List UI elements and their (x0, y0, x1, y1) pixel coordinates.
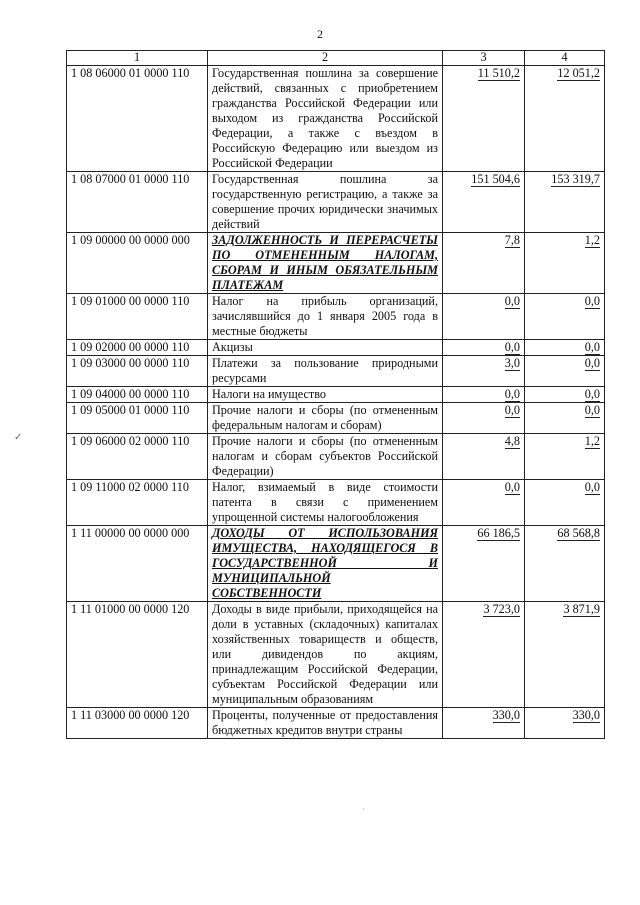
value-col-3 (443, 602, 525, 708)
value-col-3 (443, 294, 525, 340)
classification-code: 1 09 04000 00 0000 110 (67, 387, 208, 403)
amount-col-3: 0,0 (504, 294, 520, 308)
classification-code: 1 09 01000 00 0000 110 (67, 294, 208, 340)
table-row (67, 66, 605, 172)
amount-col-4: 1,2 (584, 434, 600, 448)
table-row (67, 387, 605, 403)
classification-code: 1 11 03000 00 0000 120 (67, 708, 208, 739)
amount-col-3: 4,8 (504, 434, 520, 448)
classification-code: 1 09 11000 02 0000 110 (67, 480, 208, 526)
amount-col-3: 330,0 (492, 708, 520, 722)
page-number: 2 (317, 27, 323, 41)
table-row (67, 708, 605, 739)
value-col-4 (525, 708, 605, 739)
table-row (67, 340, 605, 356)
income-name: Платежи за пользование природными ресурсами (208, 356, 443, 387)
amount-col-3: 0,0 (504, 480, 520, 494)
amount-col-3: 3 723,0 (483, 602, 520, 616)
classification-code: 1 11 00000 00 0000 000 (67, 526, 208, 602)
header-col-3: 3 (443, 51, 525, 66)
amount-col-3: 151 504,6 (471, 172, 520, 186)
value-col-4 (525, 66, 605, 172)
amount-col-4: 3 871,9 (563, 602, 600, 616)
value-col-3 (443, 356, 525, 387)
table-row (67, 403, 605, 434)
income-name: Налог, взимаемый в виде стоимости патента в связи с применением упрощенной системы налогообложения (208, 480, 443, 526)
table-row (67, 356, 605, 387)
value-col-4 (525, 294, 605, 340)
value-col-3 (443, 526, 525, 602)
income-name: Прочие налоги и сборы (по отмененным федеральным налогам и сборам) (208, 403, 443, 434)
value-col-4 (525, 480, 605, 526)
value-col-4 (525, 602, 605, 708)
classification-code: 1 09 05000 01 0000 110 (67, 403, 208, 434)
classification-code: 1 08 06000 01 0000 110 (67, 66, 208, 172)
classification-code: 1 09 06000 02 0000 110 (67, 434, 208, 480)
value-col-3 (443, 434, 525, 480)
amount-col-4: 0,0 (584, 387, 600, 401)
classification-code: 1 08 07000 01 0000 110 (67, 172, 208, 233)
header-col-2: 2 (208, 51, 443, 66)
amount-col-3: 0,0 (504, 340, 520, 354)
budget-table (66, 50, 605, 739)
table-row (67, 294, 605, 340)
amount-col-4: 153 319,7 (551, 172, 600, 186)
amount-col-4: 68 568,8 (557, 526, 600, 540)
income-name: Акцизы (208, 340, 443, 356)
value-col-3 (443, 403, 525, 434)
income-name: Государственная пошлина за государственную регистрацию, а также за совершение прочих юридически значимых действий (208, 172, 443, 233)
amount-col-4: 0,0 (584, 340, 600, 354)
table-row (67, 480, 605, 526)
income-name: Доходы в виде прибыли, приходящейся на доли в уставных (складочных) капиталах хозяйственных товариществ и обществ, или дивидендов по акциям, принадлежащим Российской Федерации, субъектам Российской Федерации или муниципальным образованиям (208, 602, 443, 708)
income-name: Проценты, полученные от предоставления бюджетных кредитов внутри страны (208, 708, 443, 739)
value-col-4 (525, 387, 605, 403)
income-name: Государственная пошлина за совершение действий, связанных с приобретением гражданства Российской Федерации или выходом из гражданства Российской Федерации, а также с въездом в Российскую Федерацию или выездом из Российской Федерации (208, 66, 443, 172)
amount-col-4: 0,0 (584, 403, 600, 417)
income-name: Налог на прибыль организаций, зачислявшийся до 1 января 2005 года в местные бюджеты (208, 294, 443, 340)
table-row (67, 172, 605, 233)
amount-col-3: 11 510,2 (477, 66, 520, 80)
value-col-4 (525, 403, 605, 434)
header-col-1: 1 (67, 51, 208, 66)
table-row (67, 602, 605, 708)
value-col-3 (443, 387, 525, 403)
income-name: Прочие налоги и сборы (по отмененным налогам и сборам субъектов Российской Федерации) (208, 434, 443, 480)
value-col-4 (525, 233, 605, 294)
table-row (67, 233, 605, 294)
classification-code: 1 09 02000 00 0000 110 (67, 340, 208, 356)
amount-col-3: 66 186,5 (477, 526, 520, 540)
amount-col-3: 7,8 (504, 233, 520, 247)
header-col-4: 4 (525, 51, 605, 66)
classification-code: 1 09 03000 00 0000 110 (67, 356, 208, 387)
header-row (67, 51, 605, 66)
amount-col-3: 3,0 (504, 356, 520, 370)
margin-mark: ✓ (14, 432, 23, 443)
amount-col-4: 1,2 (584, 233, 600, 247)
value-col-4 (525, 434, 605, 480)
value-col-3 (443, 172, 525, 233)
amount-col-4: 0,0 (584, 356, 600, 370)
classification-code: 1 11 01000 00 0000 120 (67, 602, 208, 708)
amount-col-4: 0,0 (584, 480, 600, 494)
value-col-3 (443, 340, 525, 356)
value-col-4 (525, 340, 605, 356)
amount-col-4: 12 051,2 (557, 66, 600, 80)
amount-col-4: 0,0 (584, 294, 600, 308)
value-col-4 (525, 526, 605, 602)
value-col-4 (525, 356, 605, 387)
scan-dot: · (362, 805, 365, 814)
value-col-3 (443, 66, 525, 172)
income-name: Налоги на имущество (208, 387, 443, 403)
value-col-3 (443, 233, 525, 294)
classification-code: 1 09 00000 00 0000 000 (67, 233, 208, 294)
value-col-3 (443, 708, 525, 739)
value-col-3 (443, 480, 525, 526)
amount-col-3: 0,0 (504, 403, 520, 417)
income-name: ДОХОДЫ ОТ ИСПОЛЬЗОВАНИЯ ИМУЩЕСТВА, НАХОДЯЩЕГОСЯ В ГОСУДАРСТВЕННОЙ И МУНИЦИПАЛЬНОЙ СОБСТВЕННОСТИ (208, 526, 443, 602)
amount-col-3: 0,0 (504, 387, 520, 401)
income-name: ЗАДОЛЖЕННОСТЬ И ПЕРЕРАСЧЕТЫ ПО ОТМЕНЕННЫМ НАЛОГАМ, СБОРАМ И ИНЫМ ОБЯЗАТЕЛЬНЫМ ПЛАТЕЖАМ (208, 233, 443, 294)
amount-col-4: 330,0 (572, 708, 600, 722)
table-row (67, 434, 605, 480)
value-col-4 (525, 172, 605, 233)
table-row (67, 526, 605, 602)
